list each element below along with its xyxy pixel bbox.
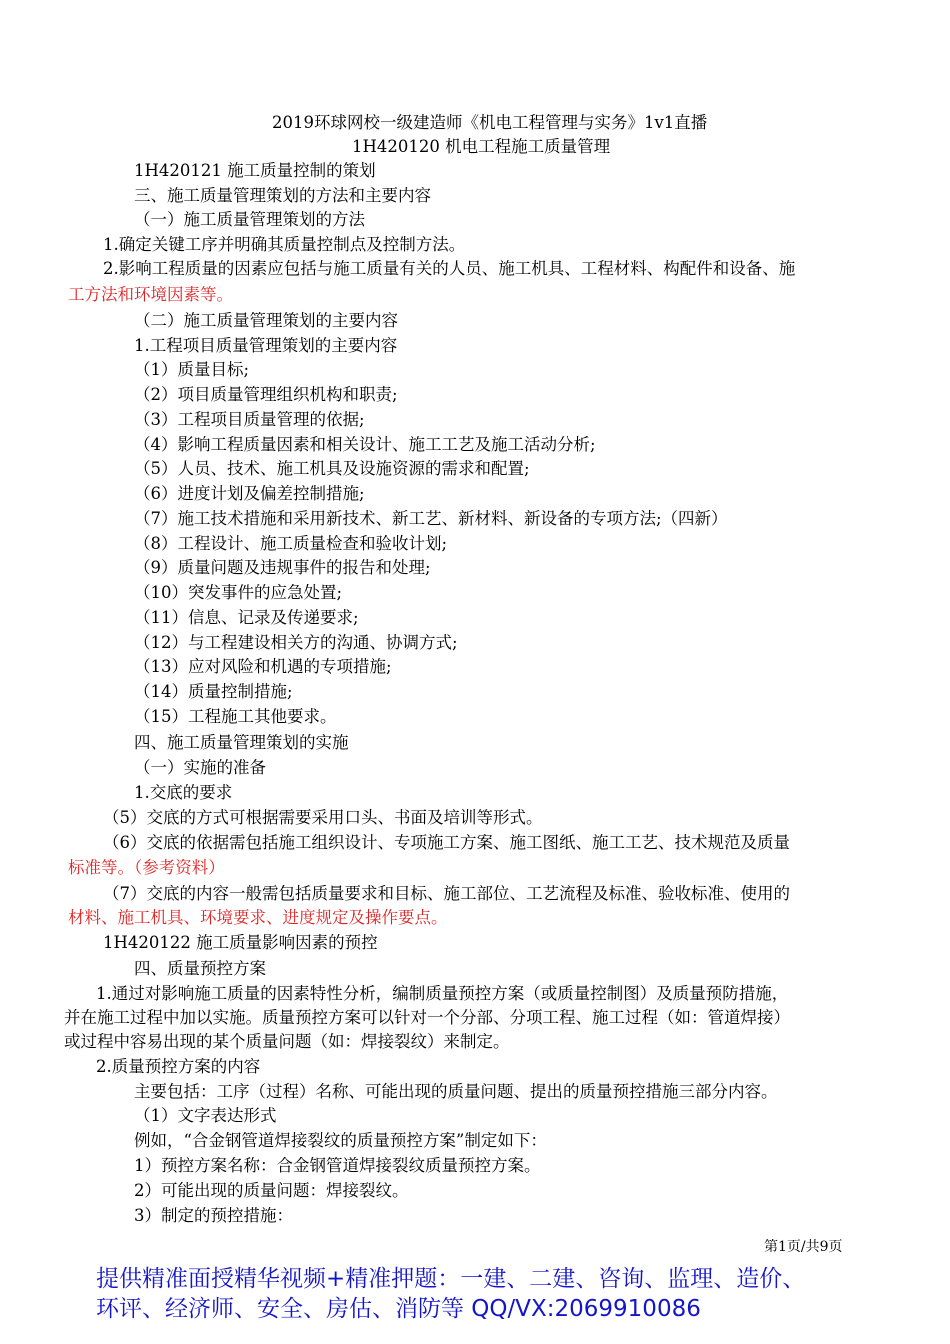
list-item: （7）施工技术措施和采用新技术、新工艺、新材料、新设备的专项方法;（四新） [134, 509, 728, 528]
list-item: （8）工程设计、施工质量检查和验收计划; [134, 534, 448, 553]
subsection-heading: （一）施工质量管理策划的方法 [134, 210, 365, 229]
list-item: （3）工程项目质量管理的依据; [134, 410, 365, 429]
section-heading: 三、施工质量管理策划的方法和主要内容 [134, 186, 431, 205]
promo-banner-line: 提供精准面授精华视频+精准押题：一建、二建、咨询、监理、造价、 [96, 1266, 806, 1292]
document-subtitle: 1H420120 机电工程施工质量管理 [352, 137, 611, 156]
list-item: （15）工程施工其他要求。 [134, 707, 337, 726]
promo-banner-line: 环评、经济师、安全、房估、消防等 QQ/VX:2069910086 [96, 1296, 701, 1322]
list-item: 3）制定的预控措施： [134, 1206, 293, 1225]
paragraph-line: 主要包括：工序（过程）名称、可能出现的质量问题、提出的质量预控措施三部分内容。 [134, 1082, 778, 1101]
paragraph-line: （6）交底的依据需包括施工组织设计、专项施工方案、施工图纸、施工工艺、技术规范及质量 [103, 833, 790, 852]
list-item: （10）突发事件的应急处置; [134, 583, 343, 602]
paragraph-line: 2.质量预控方案的内容 [96, 1057, 261, 1076]
highlighted-text: 材料、施工机具、环境要求、进度规定及操作要点。 [68, 908, 448, 927]
paragraph-line: 1.确定关键工序并明确其质量控制点及控制方法。 [103, 235, 466, 254]
paragraph-line: 2.影响工程质量的因素应包括与施工质量有关的人员、施工机具、工程材料、构配件和设备、施 [103, 259, 796, 278]
list-item: （6）进度计划及偏差控制措施; [134, 484, 365, 503]
page-number: 第1页/共9页 [764, 1239, 843, 1255]
paragraph-line: 或过程中容易出现的某个质量问题（如：焊接裂纹）来制定。 [64, 1032, 510, 1051]
paragraph-line: 并在施工过程中加以实施。质量预控方案可以针对一个分部、分项工程、施工过程（如：管道焊接） [64, 1008, 790, 1027]
highlighted-text: 工方法和环境因素等。 [68, 285, 233, 304]
list-item: （1）文字表达形式 [134, 1106, 277, 1125]
paragraph-line: 例如，“合金钢管道焊接裂纹的质量预控方案”制定如下： [134, 1131, 547, 1150]
list-item: （11）信息、记录及传递要求; [134, 608, 359, 627]
paragraph-line: （5）交底的方式可根据需要采用口头、书面及培训等形式。 [103, 808, 543, 827]
highlighted-text: 标准等。（参考资料） [68, 858, 225, 877]
list-item: 1）预控方案名称：合金钢管道焊接裂纹质量预控方案。 [134, 1156, 541, 1175]
subsection-heading: （二）施工质量管理策划的主要内容 [134, 311, 398, 330]
section-heading: 四、施工质量管理策划的实施 [134, 733, 349, 752]
document-title: 2019环球网校一级建造师《机电工程管理与实务》1v1直播 [272, 113, 708, 132]
section-heading: 1H420122 施工质量影响因素的预控 [103, 933, 378, 952]
list-item: （12）与工程建设相关方的沟通、协调方式; [134, 633, 458, 652]
paragraph-line: 1.交底的要求 [134, 783, 233, 802]
list-item: （1）质量目标; [134, 360, 250, 379]
paragraph-line: 1.工程项目质量管理策划的主要内容 [134, 336, 398, 355]
subsection-heading: （一）实施的准备 [134, 758, 266, 777]
list-item: （5）人员、技术、施工机具及设施资源的需求和配置; [134, 459, 530, 478]
list-item: （2）项目质量管理组织机构和职责; [134, 385, 398, 404]
list-item: （14）质量控制措施; [134, 682, 293, 701]
list-item: （13）应对风险和机遇的专项措施; [134, 657, 392, 676]
paragraph-line: 1.通过对影响施工质量的因素特性分析，编制质量预控方案（或质量控制图）及质量预防措施， [96, 984, 789, 1003]
list-item: （9）质量问题及违规事件的报告和处理; [134, 558, 431, 577]
list-item: 2）可能出现的质量问题：焊接裂纹。 [134, 1181, 409, 1200]
section-heading: 1H420121 施工质量控制的策划 [134, 161, 376, 180]
list-item: （4）影响工程质量因素和相关设计、施工工艺及施工活动分析; [134, 435, 596, 454]
paragraph-line: （7）交底的内容一般需包括质量要求和目标、施工部位、工艺流程及标准、验收标准、使用的 [103, 884, 790, 903]
section-heading: 四、质量预控方案 [134, 959, 266, 978]
